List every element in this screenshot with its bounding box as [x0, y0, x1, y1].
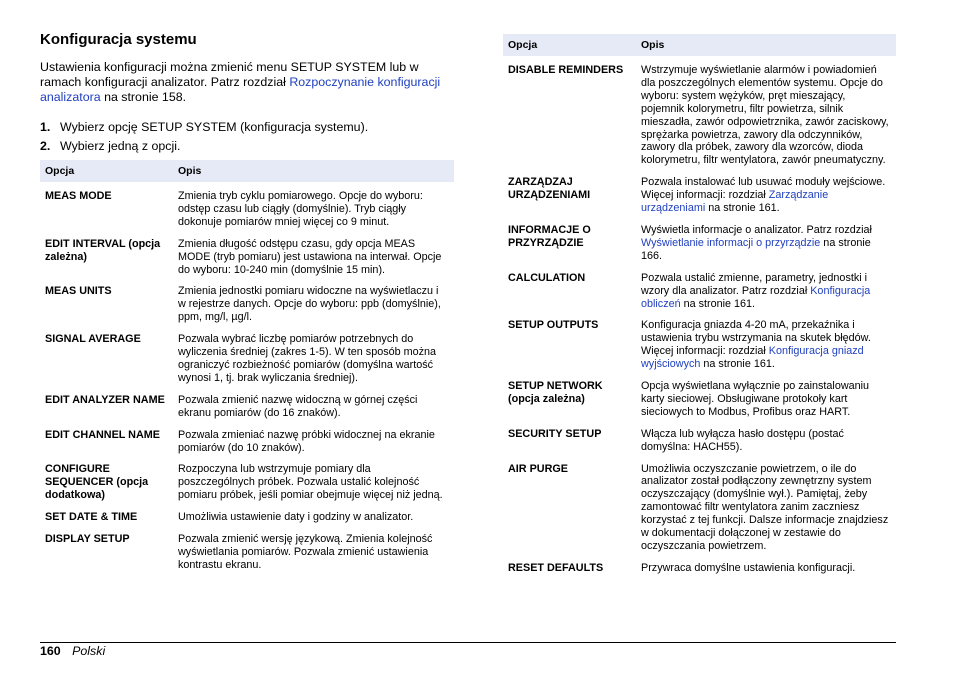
option-name: SECURITY SETUP — [508, 427, 602, 440]
header-option: Opcja — [40, 160, 173, 182]
table-row — [503, 428, 896, 463]
header-option: Opcja — [503, 34, 636, 56]
options-table-right — [503, 34, 896, 584]
option-desc: Zmienia tryb cyklu pomiarowego. Opcje do wyboru: odstęp czasu lub ciągły (domyślnie). Tryb ciągły dokonuje pomiarów mniej więcej co 9 minut. — [178, 190, 423, 228]
option-name: RESET DEFAULTS — [508, 561, 604, 574]
table-header-row — [503, 34, 896, 56]
intro-paragraph — [40, 60, 454, 106]
table-row — [40, 511, 454, 533]
option-desc — [636, 176, 896, 224]
step-item — [40, 120, 454, 135]
option-name: MEAS MODE — [45, 190, 112, 203]
option-name: EDIT CHANNEL NAME — [45, 428, 160, 441]
table-row — [503, 224, 896, 272]
desc-text-after: na stronie 161. — [705, 202, 780, 215]
step-number: 2. — [40, 138, 51, 153]
desc-text-after: na stronie 161. — [700, 358, 775, 371]
table-row — [503, 272, 896, 320]
option-name: EDIT ANALYZER NAME — [45, 393, 165, 406]
step-text: Wybierz jedną z opcji. — [60, 138, 181, 153]
option-name: CONFIGURE SEQUENCER (opcja dodatkowa) — [45, 463, 149, 502]
option-name: SET DATE & TIME — [45, 511, 138, 524]
table-row — [40, 429, 454, 464]
intro-text: Ustawienia konfiguracji można zmienić menu SETUP SYSTEM lub w ramach konfiguracji analizator. Patrz rozdział — [40, 60, 419, 90]
step-item — [40, 139, 454, 154]
table-row — [503, 463, 896, 562]
option-desc — [636, 224, 896, 272]
option-desc: Rozpoczyna lub wstrzymuje pomiary dla poszczególnych próbek. Pozwala ustalić kolejność pomiaru próbek, jeśli pomiar obejmuje więcej niż jedną. — [178, 463, 443, 502]
desc-text: Pozwala instalować lub usuwać moduły wejściowe. Więcej informacji: rozdział — [641, 176, 886, 202]
option-desc: Pozwala zmienić wersję językową. Zmienia kolejność wyświetlania pomiarów. Pozwala zmienić ustawienia kontrastu ekranu. — [178, 533, 433, 571]
page-number: 160 — [40, 644, 61, 658]
option-name: ZARZĄDZAJ URZĄDZENIAMI — [508, 176, 591, 202]
cross-reference-link[interactable]: Konfiguracja gniazd wyjściowych — [641, 345, 864, 371]
table-row — [40, 394, 454, 429]
table-row — [40, 533, 454, 581]
option-desc — [636, 319, 896, 380]
header-desc: Opis — [636, 34, 896, 56]
table-row — [503, 176, 896, 224]
option-desc: Przywraca domyślne ustawienia konfiguracji. — [641, 561, 856, 574]
option-name: SETUP NETWORK (opcja zależna) — [508, 380, 603, 405]
option-desc: Pozwala zmienić nazwę widoczną w górnej części ekranu pomiarów (do 16 znaków). — [178, 393, 418, 419]
option-desc: Pozwala wybrać liczbę pomiarów potrzebnych do wyliczenia średniej (zakres 1-5). W ten sposób można ograniczyć rozbieżność pomiarów (domyślna wartość wynosi 1, tj. brak wyliczania średniej). — [178, 333, 437, 384]
option-name: DISABLE REMINDERS — [508, 64, 624, 76]
option-name: AIR PURGE — [508, 462, 568, 475]
desc-text: Wyświetla informacje o analizator. Patrz rozdział — [641, 223, 872, 236]
steps-list — [40, 120, 454, 154]
option-desc: Włącza lub wyłącza hasło dostępu (postać domyślna: HACH55). — [641, 427, 844, 453]
option-desc: Wstrzymuje wyświetlanie alarmów i powiadomień dla poszczególnych elementów systemu. Opcje do wyboru: system wężyków, pręt mieszający, pojemnik kolorymetru, filtr powietrza, silnik mieszadła, zawór odpowietrznika, zawór zaciskowy, sprężarka powietrza, zawory dla odczynników, zawory dla próbek, zawory dla wzorców, dioda kolorymetru, filtr wentylatora, zawór pneumatyczny. — [641, 64, 889, 167]
step-number: 1. — [40, 119, 51, 134]
option-name: INFORMACJE O PRZYRZĄDZIE — [508, 223, 591, 249]
step-text: Wybierz opcję SETUP SYSTEM (konfiguracja systemu). — [60, 119, 369, 134]
option-desc: Zmienia długość odstępu czasu, gdy opcja MEAS MODE (tryb pomiaru) jest ustawiona na interwał. Opcje do wyboru: 10-240 min (domyślnie 15 min). — [178, 237, 442, 276]
table-row — [40, 182, 454, 238]
right-column — [503, 34, 896, 584]
page-footer — [40, 643, 105, 659]
option-name: DISPLAY SETUP — [45, 533, 130, 546]
table-row — [503, 562, 896, 584]
cross-reference-link[interactable]: Konfiguracja obliczeń — [641, 284, 871, 310]
desc-text-after: na stronie 166. — [641, 236, 871, 262]
table-row — [40, 463, 454, 511]
table-header-row — [40, 160, 454, 182]
table-row — [503, 319, 896, 380]
table-row — [40, 333, 454, 394]
option-desc: Umożliwia ustawienie daty i godziny w analizator. — [178, 511, 414, 524]
intro-text-after: na stronie 158. — [100, 90, 187, 105]
option-desc: Umożliwia oczyszczanie powietrzem, o ile do analizator został podłączony zewnętrzny system oczyszczający (domyślnie wył.). Pamiętaj, żeby zamontować filtr wentylatora zanim zaczniesz korzystać z tej funkcji. Dalsze informacje znajdziesz w dokumentacji dołączonej w zestawie do oczyszczania powietrzem. — [641, 462, 889, 552]
table-row — [40, 285, 454, 333]
table-row — [503, 380, 896, 428]
option-name: MEAS UNITS — [45, 285, 112, 298]
option-desc: Opcja wyświetlana wyłącznie po zainstalowaniu karty sieciowej. Obsługiwane protokoły kart sieciowych to Modbus, Profibus oraz HART. — [641, 380, 870, 418]
footer-divider — [40, 642, 896, 643]
header-desc: Opis — [173, 160, 454, 182]
table-row — [40, 238, 454, 286]
desc-text-after: na stronie 161. — [680, 297, 756, 310]
option-desc: Zmienia jednostki pomiaru widoczne na wyświetlaczu i w rejestrze danych. Opcje do wyboru: ppb (domyślnie), ppm, mg/l, µg/l. — [178, 285, 441, 324]
desc-text: Pozwala ustalić zmienne, parametry, jednostki i wzory dla analizator. Patrz rozdział — [641, 271, 868, 297]
options-table-left — [40, 160, 454, 581]
option-name: CALCULATION — [508, 271, 586, 284]
left-column — [40, 30, 454, 581]
cross-reference-link[interactable]: Wyświetlanie informacji o przyrządzie — [641, 236, 821, 249]
option-name: SETUP OUTPUTS — [508, 319, 599, 332]
option-desc — [636, 272, 896, 320]
intro-link[interactable]: Rozpoczynanie konfiguracji analizatora — [40, 75, 441, 105]
option-name: EDIT INTERVAL (opcja zależna) — [45, 237, 161, 263]
footer-language: Polski — [72, 644, 106, 658]
desc-text: Konfiguracja gniazda 4-20 mA, przekaźnika i ustawienia trybu wstrzymania na skutek błędów. Więcej informacji: rozdział — [641, 319, 871, 358]
page-title: Konfiguracja systemu — [40, 31, 197, 48]
option-desc: Pozwala zmieniać nazwę próbki widocznej na ekranie pomiarów (do 10 znaków). — [178, 428, 435, 454]
cross-reference-link[interactable]: Zarządzanie urządzeniami — [641, 189, 829, 215]
table-row — [503, 56, 896, 176]
option-name: SIGNAL AVERAGE — [45, 333, 141, 346]
